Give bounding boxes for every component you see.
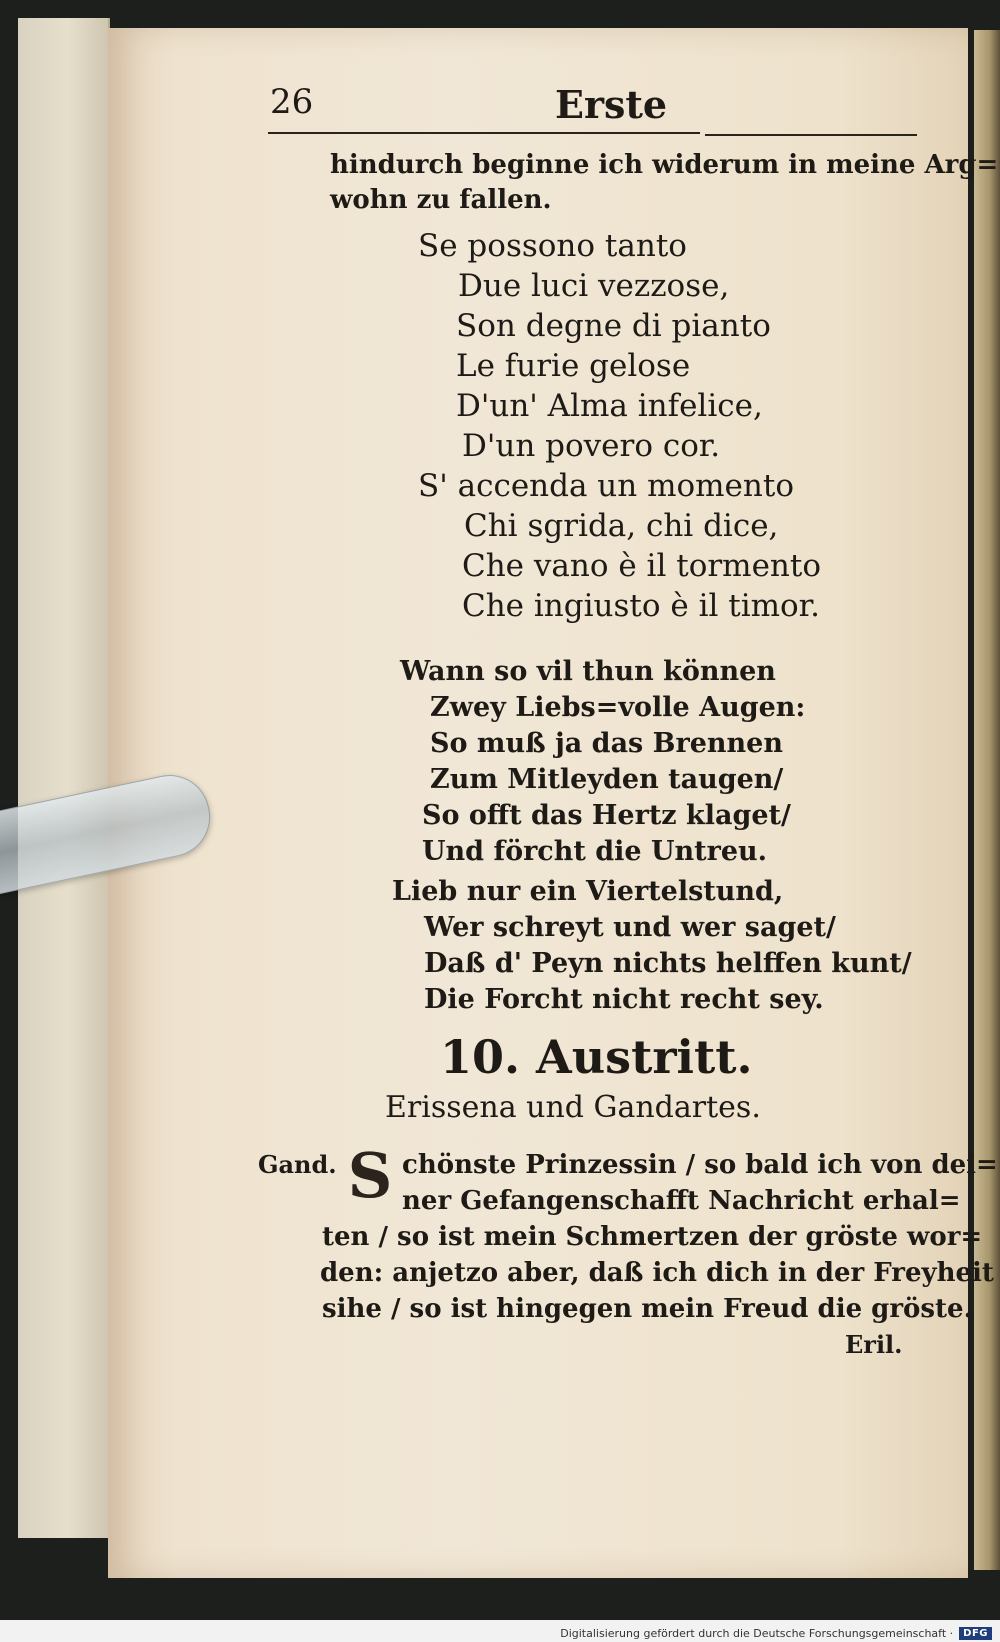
- italian-verse-line: Le furie gelose: [456, 348, 691, 384]
- italian-verse-line: Due luci vezzose,: [458, 268, 730, 304]
- german-verse-line: So offt das Hertz klaget/: [422, 800, 791, 831]
- intro-line: wohn zu fallen.: [330, 185, 552, 215]
- italian-verse-line: S' accenda un momento: [418, 468, 794, 504]
- german-verse-line: Daß d' Peyn nichts helffen kunt/: [424, 948, 912, 979]
- italian-verse-line: D'un povero cor.: [462, 428, 721, 464]
- italian-verse-line: Chi sgrida, chi dice,: [464, 508, 779, 544]
- book-left-edge: [18, 18, 110, 1538]
- dialogue-line: ner Gefangenschafft Nachricht erhal=: [402, 1186, 961, 1216]
- italian-verse-line: Che ingiusto è il timor.: [462, 588, 820, 624]
- header-rule: [268, 132, 700, 134]
- scene-heading: 10. Austritt.: [440, 1030, 753, 1084]
- intro-line: hindurch beginne ich widerum in meine Arg=: [330, 150, 999, 180]
- running-title: Erste: [555, 82, 668, 127]
- dfg-logo: DFG: [959, 1627, 992, 1640]
- german-verse-line: Die Forcht nicht recht sey.: [424, 984, 824, 1015]
- page-number: 26: [270, 82, 314, 122]
- german-verse-line: Lieb nur ein Viertelstund,: [392, 876, 784, 907]
- dialogue-line: ten / so ist mein Schmertzen der gröste wor=: [322, 1222, 983, 1252]
- catchword: Eril.: [845, 1330, 903, 1359]
- header-rule: [705, 134, 917, 136]
- german-verse-line: Zwey Liebs=volle Augen:: [430, 692, 806, 723]
- digitization-credit: [560, 1627, 992, 1640]
- german-verse-line: Zum Mitleyden taugen/: [430, 764, 784, 795]
- dialogue-line: sihe / so ist hingegen mein Freud die gröste.: [322, 1294, 973, 1324]
- credit-text: Digitalisierung gefördert durch die Deutsche Forschungsgemeinschaft ·: [560, 1627, 954, 1640]
- italian-verse-line: Che vano è il tormento: [462, 548, 822, 584]
- italian-verse-line: Son degne di pianto: [456, 308, 771, 344]
- speaker-label: Gand.: [258, 1150, 337, 1179]
- footer-strip: [0, 1620, 1000, 1642]
- drop-cap-initial: S: [347, 1139, 393, 1212]
- german-verse-line: Wann so vil thun können: [400, 656, 776, 687]
- book-right-edge: [974, 30, 1000, 1570]
- german-verse-line: So muß ja das Brennen: [430, 728, 783, 759]
- italian-verse-line: Se possono tanto: [418, 228, 687, 264]
- dialogue-line: den: anjetzo aber, daß ich dich in der Freyheit: [320, 1258, 994, 1288]
- scene-cast: Erissena und Gandartes.: [385, 1090, 761, 1125]
- italian-verse-line: D'un' Alma infelice,: [456, 388, 763, 424]
- german-verse-line: Wer schreyt und wer saget/: [424, 912, 836, 943]
- german-verse-line: Und förcht die Untreu.: [422, 836, 768, 867]
- dialogue-line: chönste Prinzessin / so bald ich von dei=: [402, 1150, 998, 1180]
